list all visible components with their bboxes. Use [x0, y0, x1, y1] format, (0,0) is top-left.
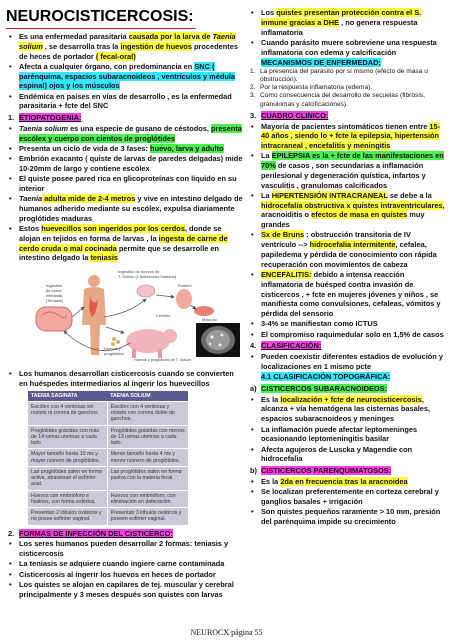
mechanism-item: 2. Por la respuesta inflamatoria (edema).: [250, 84, 373, 92]
life-cycle-illustration: [6, 267, 244, 363]
mechanisms-heading: MECANISMOS DE ENFERMEDAD:: [261, 57, 381, 67]
immune-list: [248, 8, 448, 57]
table-cell: Huevos con embrióforo, con eliminación en defecación.: [107, 490, 188, 507]
muscle-icon: [194, 306, 214, 316]
subsection-heading: 4.1 CLASIFICACIÓN TOPOGRÁFICA:: [261, 372, 391, 382]
list-item: • Se localizan preferentemente en corteza cerebral y ganglios basales + irrigación: [248, 487, 448, 507]
list-item: • 3-4% se manifiestan como ICTUS: [248, 319, 448, 329]
list-item: • La teniasis se adquiere cuando ingiere carne contaminada: [6, 559, 244, 569]
list-item: • Afecta a cualquier órgano, con predominancia en SNC ( parénquima, espacios subaracnoideos , ventrículos y médula espinal) ojos y los músculos: [6, 62, 244, 91]
diagram-label: Pulmón: [178, 283, 192, 289]
mechanism-item: 3. Como consecuencia del desarrollo de secuelas (fibrosis, granulomas y calcificaciones).: [250, 92, 425, 108]
list-item: • ENCEFALITIS: debido a intensa reacción inflamatoria de huésped contra invasión de cisticercos , + fcte en mujeres jóvenes y niños , se manifiesta como convulsiones, cefaleas, vómitos y pérdida del sensorio: [248, 270, 448, 319]
list-item: • Embrión exacanto ( quiste de larvas de paredes delgadas) mide 10-20mm de largo y contiene escólex: [6, 154, 244, 174]
table-row: [28, 425, 188, 449]
subarachnoid-list: [248, 395, 448, 464]
parenchymal-list: [248, 477, 448, 527]
list-item: • Es la localización + fcte de neurocisticercosis, alcanza + vía hematógena las cisternas basales, espacios subaracnoideos y meninges: [248, 395, 448, 424]
intestine-icon: [36, 307, 72, 331]
list-item: • El compromiso raquimedular solo en 1,5% de casos: [248, 330, 448, 340]
brain-icon: [137, 285, 155, 297]
list-item: • Mayoría de pacientes sintomáticos tienen entre 15-40 años , siendo lo + fcte la epilepsia, hipertensión intracraneal , encefalitis y meningitis: [248, 122, 448, 151]
list-item: • Es una enfermedad parasitaria causada por la larva de Taenia solium , se desarrolla tras la ingestión de huevos procedentes de heces de portador ( fecal-oral): [6, 32, 244, 61]
table-cell: Menor tamaño hasta 4 ms y menor número de proglótides.: [107, 449, 188, 466]
table-row: [28, 508, 188, 525]
page-title: NEUROCISTICERCOSIS:: [6, 6, 196, 29]
intro-list: [6, 32, 244, 111]
table-cell: Las proglótides salen en forma activa, atraviesan el esfínter anal.: [28, 466, 107, 490]
cysticercosis-list: [6, 369, 244, 389]
diagram-label: Cerebro: [156, 313, 171, 319]
diagram-label: Huevos y proglótides de T. Solium: [134, 358, 192, 363]
table-row: [28, 490, 188, 507]
list-item: • Los quistes se alojan en capilares de tej. muscular y cerebral principalmente y 3 meses después son quistes con larvas: [6, 580, 244, 600]
list-item: • La inflamación puede afectar leptomeninges ocasionando leptomeningitis basilar: [248, 425, 448, 445]
mechanism-item: 1. La presencia del parásito por sí mismo (efecto de masa u obstrucción).: [250, 67, 428, 83]
table-cell: Escólex con 4 ventosas y róstelo con corona doble de ganchos.: [107, 401, 188, 425]
left-column: [6, 6, 244, 600]
human-figure-icon: [82, 275, 106, 355]
list-item: • Los seres humanos pueden desarrollar 2 formas: teniasis y cisticercosis: [6, 539, 244, 559]
infection-list: [6, 539, 244, 599]
table-cell: Huevos con embrióforo e hialinos, con forma esférica.: [28, 490, 107, 507]
table-row: [28, 401, 188, 425]
taenia-comparison-table: [28, 391, 188, 525]
list-item: • El quiste posee pared rica en glicoproteínas con líquido en su interior: [6, 174, 244, 194]
table-cell: Proglótides grávidas con más de 14 ramas uterinas a cada lado: [28, 425, 107, 449]
list-item: • Pueden coexistir diferentes estadios de evolución y localizaciones en 1 mismo pcte: [248, 352, 448, 372]
list-item: • Los humanos desarrollan cisticercosis cuando se convierten en huéspedes intermediarios al ingerir los huevecillos: [6, 369, 244, 389]
list-item: • Taenia solium es una especie de gusano de céstodos, presenta escólex y cuerpo con cientos de proglótides: [6, 124, 244, 144]
list-item: • La HIPERTENSIÓN INTRACRANEAL se debe a la hidrocefalia obstructiva x quistes intraventriculares, aracnoiditis o efectos de masa en quistes muy grandes: [248, 191, 448, 230]
table-row: [28, 449, 188, 466]
diagram-label: T. Solium (Cisticercosis humana): [118, 274, 177, 280]
list-item: • Cisticercosis al ingerir los huevos en heces de portador: [6, 570, 244, 580]
page-footer: NEUROCX página 55: [190, 628, 263, 637]
table-cell: Mayor tamaño hasta 10 ms y mayor número de proglótides.: [28, 449, 107, 466]
etiology-list: [6, 124, 244, 263]
section-heading: 2. FORMAS DE INFECCIÓN DEL CISTICERCO:: [8, 528, 173, 538]
table-header: TAENIA SAGINATA: [28, 391, 107, 402]
subsection-a-heading: a) CISTICERCOS SUBARACNOIDEOS:: [250, 383, 388, 393]
right-column: [248, 8, 448, 527]
list-item: • Endémica en países en vías de desarrollo , es la enfermedad parasitaria + fcte del SNC: [6, 92, 244, 112]
list-item: • Estos huevecillos son ingeridos por los cerdos, donde se alojan en tejidos en forma de larvas , la ingesta de carne de cerdo cruda o mal cocinada permite que se desarrolle en intestino delgado la teniasis: [6, 224, 244, 263]
table-row: [28, 466, 188, 490]
diagram-label: proglótides: [104, 351, 124, 357]
brain-mri-image: [196, 323, 240, 357]
list-item: • Sx de Bruns : obstrucción transitoria de IV ventrículo --> hidrocefalia intermitente, cefalea, papiledema y pérdida de conocimiento con rápida recuperación con movimientos de cabeza: [248, 230, 448, 269]
diagram-label: Ingestión: [46, 283, 63, 289]
clinical-list: [248, 122, 448, 340]
lung-icon: [176, 289, 192, 309]
list-item: • Son quistes pequeños raramente > 10 mm, presión del parénquima impide su crecimiento: [248, 507, 448, 527]
table-cell: Escólex con 4 ventosas sin rostelo ni corona de ganchos.: [28, 401, 107, 425]
eggs-icon: [111, 337, 120, 346]
list-item: • Presenta un ciclo de vida de 3 fases: huevo, larva y adulto: [6, 144, 244, 154]
life-cycle-diagram: [6, 267, 244, 363]
pig-icon: [126, 329, 177, 358]
table-cell: Presentan 2 lóbulos ováricos y no posee esfínter vaginal.: [28, 508, 107, 525]
list-item: • Los quistes presentan protección contra el S. inmune gracias a DHE , no genera respuesta inflamatoria: [248, 8, 448, 37]
diagram-label: (Teniasis): [46, 298, 64, 304]
list-item: • Cuando parásito muere sobreviene una respuesta inflamatoria con edema y calcificación: [248, 38, 448, 58]
list-item: • Afecta agujeros de Luscka y Magendie con hidrocefalia: [248, 445, 448, 465]
list-item: • La EPILEPSIA es la + fcte de las manifestaciones en 70% de casos , son secundarias a inflamación perilesional y degeneración quística, infartos y vasculitis , granulomas calcificados: [248, 151, 448, 190]
classification-list: [248, 352, 448, 372]
section-heading: 4. CLASIFICACIÓN:: [250, 341, 322, 351]
subsection-b-heading: b) CISTICERCOS PARENQUIMATOSOS:: [250, 466, 392, 476]
table-cell: Proglótides grávidas con menos de 13 ramas uterinas a cada lado.: [107, 425, 188, 449]
diagram-label: infectada: [46, 293, 63, 299]
table-cell: Las proglótides salen en forma pasiva con la materia fecal.: [107, 466, 188, 490]
list-item: • Es la 2da en frecuencia tras la aracnoidea: [248, 477, 448, 487]
diagram-label: Ingestión de huevos de: [118, 269, 160, 275]
table-header: TAENIA SOLIUM: [107, 391, 188, 402]
diagram-label: Músculo: [202, 317, 217, 323]
list-item: • Taenia adulta mide de 2-4 metros y vive en intestino delgado de humanos adherido mediante su escólex, expulsa diariamente proglótides maduras: [6, 194, 244, 223]
section-heading: 1. ETIOPATOGENIA:: [8, 113, 82, 123]
diagram-label: Huevos y: [104, 346, 121, 352]
section-heading: 3. CUADRO CLINICO:: [250, 110, 329, 120]
diagram-label: de carne: [46, 288, 62, 294]
table-cell: Presentan 3 lóbulos ováricos y poseen esfínter vaginal.: [107, 508, 188, 525]
table-header-row: [28, 391, 188, 402]
